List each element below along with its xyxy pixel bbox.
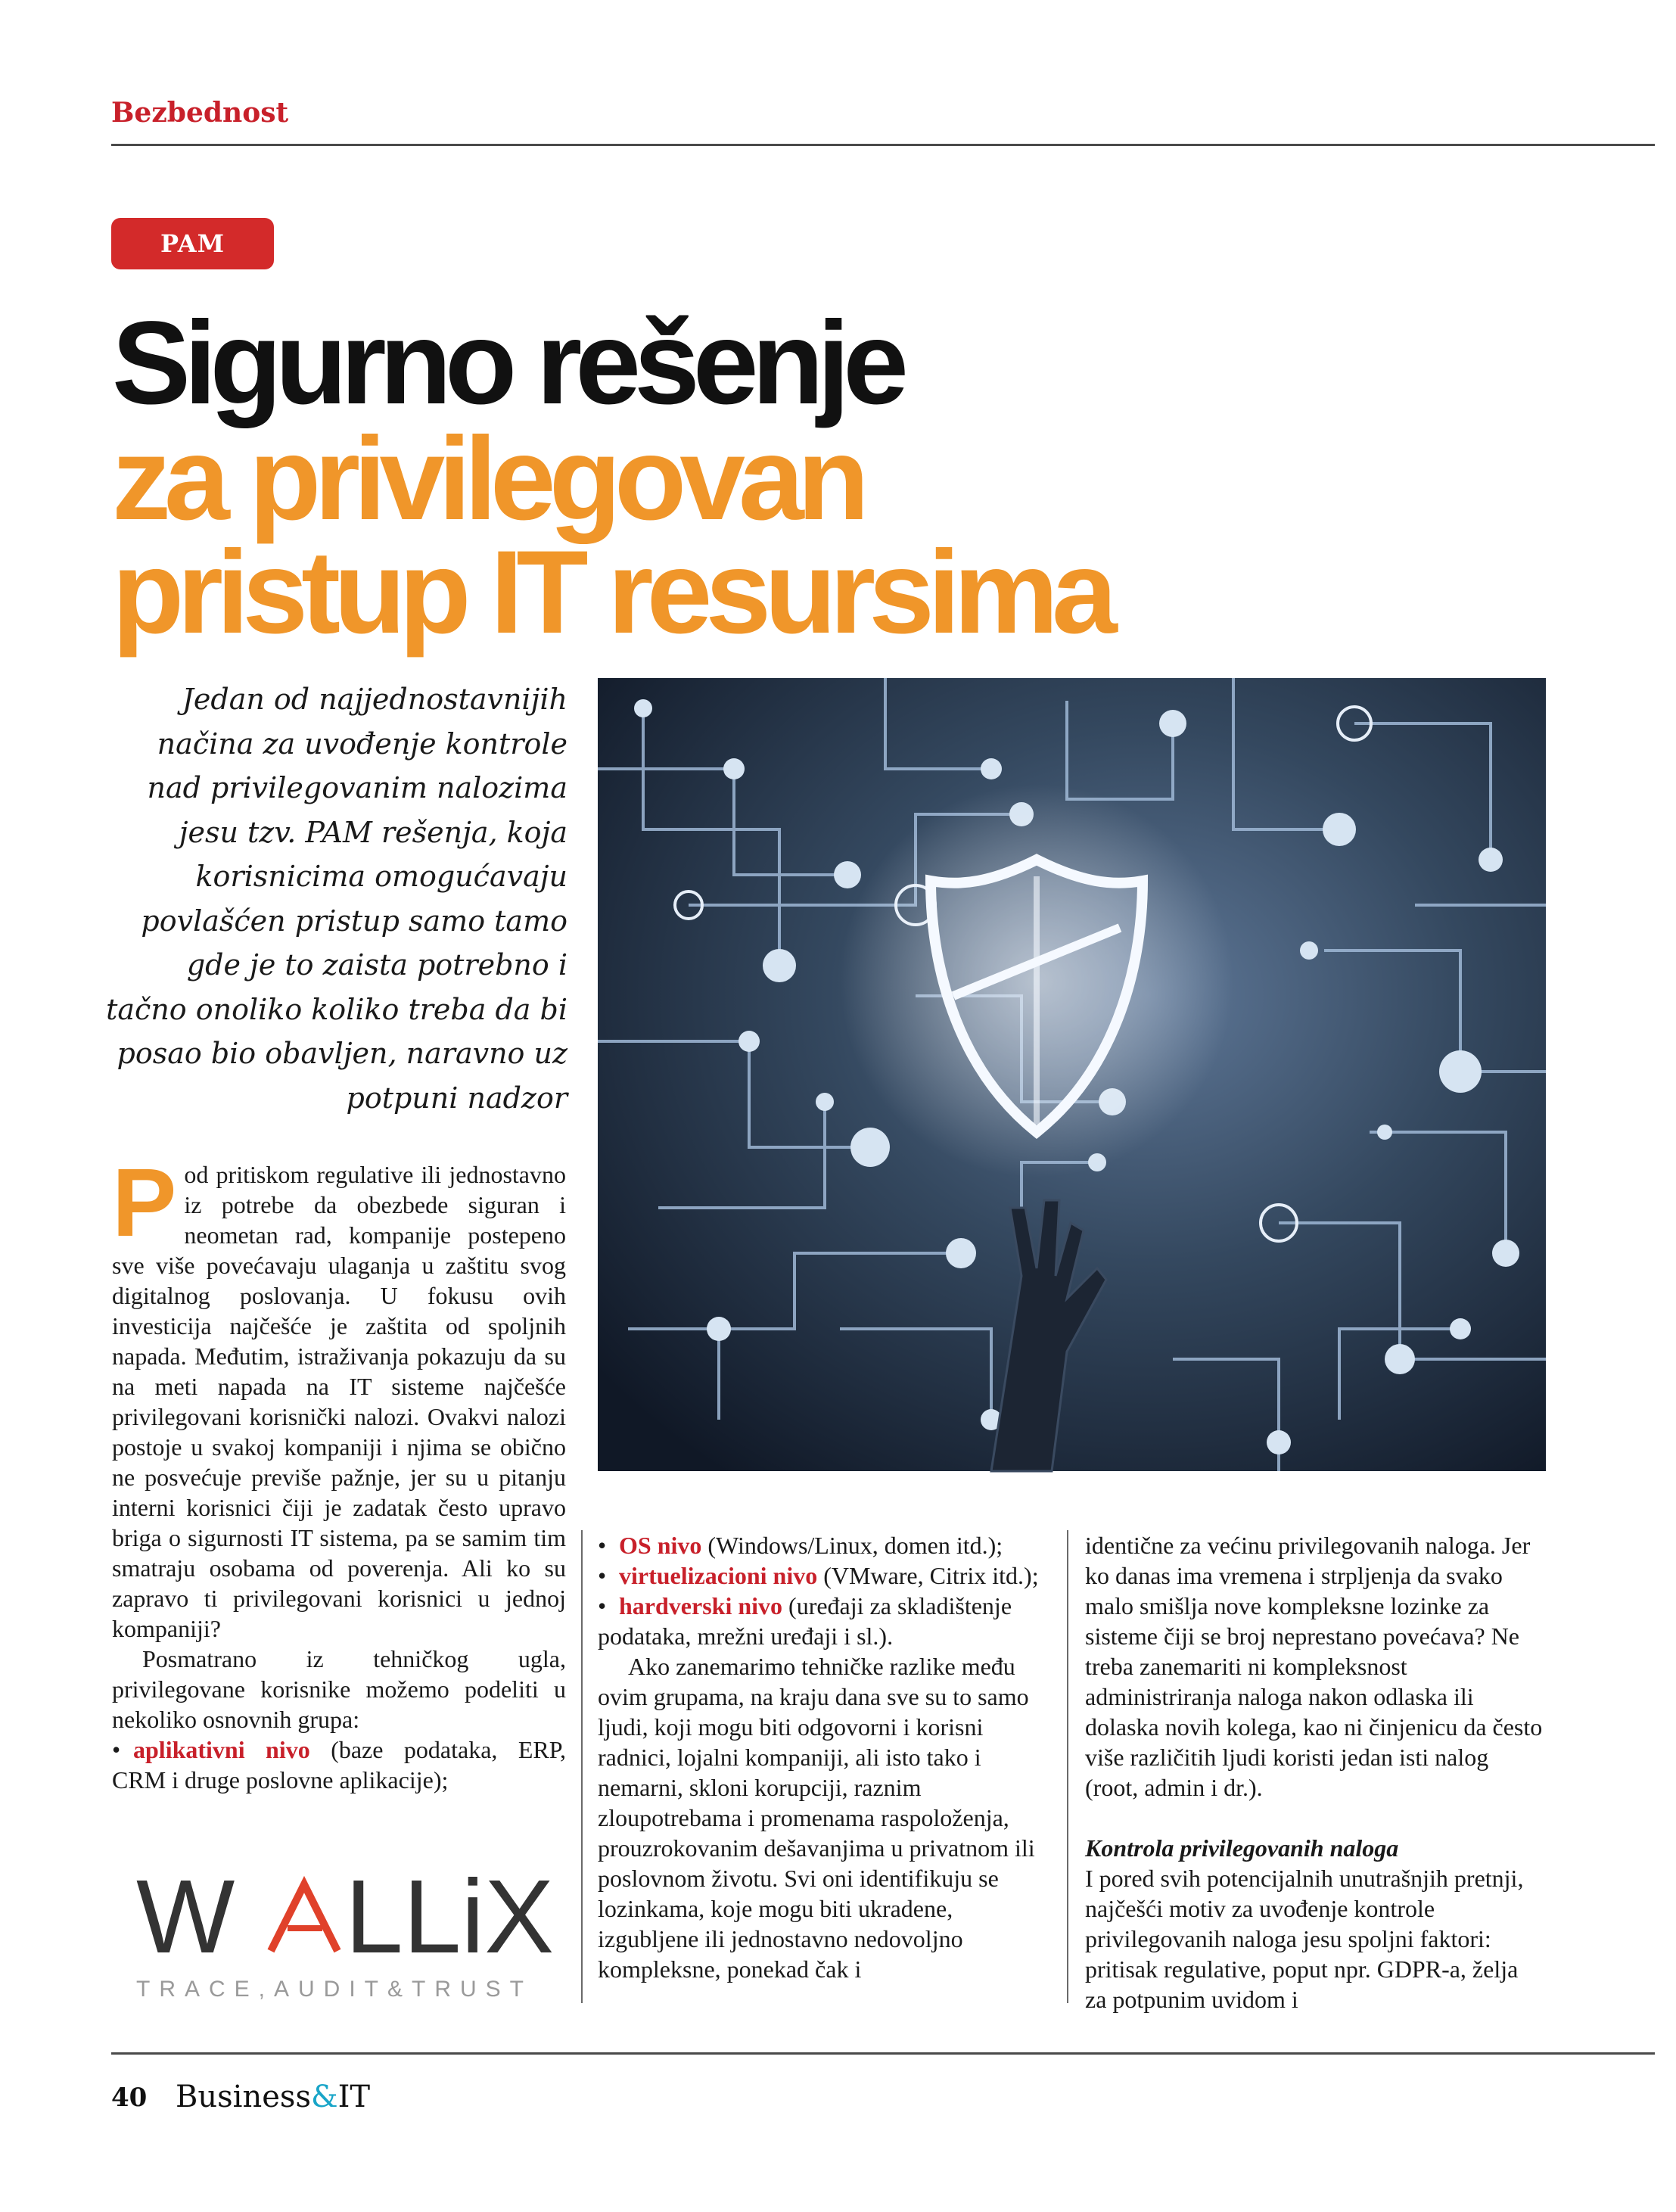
article-column-3 <box>1085 1530 1545 2014</box>
list-item-text: (baze podataka, ERP, CRM i druge poslovne aplikacije); <box>112 1736 567 1794</box>
lead-paragraph: Jedan od najjednostavnijih načina za uvođenje kontrole nad privilegovanim nalozima jesu tzv. PAM rešenja, koja korisnicima omogućavaju povlašćen pristup samo tamo gde je to zaista potrebno i tačno onoliko koliko treba da bi posao bio obavljen, naravno uz potpuni nadzor <box>106 683 567 1115</box>
wallix-logo <box>136 1859 555 2013</box>
svg-text:W: W <box>136 1859 238 1975</box>
list-item: • hardverski nivo (uređaji za skladištenje podataka, mrežni uređaji i sl.). <box>598 1592 1012 1650</box>
title-line-1: Sigurno rešenje <box>112 297 902 429</box>
hero-image <box>598 678 1546 1471</box>
section-label: Bezbednost <box>111 97 289 129</box>
article-column-2 <box>598 1530 1052 1984</box>
header-rule <box>111 144 1655 146</box>
list-item-term: virtuelizacioni nivo <box>619 1562 818 1589</box>
article-column-1 <box>112 1149 567 1795</box>
body-paragraph: identične za većinu privilegovanih naloga. Jer ko danas ima vremena i strpljenja da svako malo smišlja nove kompleksne lozinke za sisteme čiji se broj neprestano povećava? Ne treba zanemariti ni kompleksnost administriranja naloga nakon odlaska ili dolaska novih kolega, kao ni činjenicu da često više različitih ljudi koristi jedan isti nalog (root, admin i dr.). <box>1085 1532 1543 1801</box>
logo-tagline: TRACE,AUDIT&TRUST <box>136 1977 533 2002</box>
title-line-2: za privilegovan <box>112 413 863 545</box>
category-badge: PAM <box>111 218 274 269</box>
svg-text:LLiX: LLiX <box>345 1859 555 1975</box>
footer-rule <box>111 2052 1655 2055</box>
list-item: • aplikativni nivo (baze podataka, ERP, CRM i druge poslovne aplikacije); <box>112 1736 567 1794</box>
column-divider <box>1067 1530 1068 2003</box>
title-line-3: pristup IT resursima <box>112 527 1111 658</box>
column-divider <box>581 1530 583 2003</box>
list-item: • virtuelizacioni nivo (VMware, Citrix itd.); <box>598 1562 1039 1589</box>
list-item-text: (Windows/Linux, domen itd.); <box>701 1532 1003 1559</box>
body-paragraph: Posmatrano iz tehničkog ugla, privilegovane korisnike možemo podeliti u nekoliko osnovnih grupa: <box>112 1645 566 1733</box>
list-item-text: (VMware, Citrix itd.); <box>817 1562 1039 1589</box>
list-item-text: (uređaji za skladištenje podataka, mrežni uređaji i sl.). <box>598 1592 1012 1650</box>
body-paragraph: Ako zanemarimo tehničke razlike među ovim grupama, na kraju dana sve su to samo ljudi, koji mogu biti odgovorni i korisni radnici, lojalni kompaniji, ali isto tako i nemarni, skloni korupciji, raznim zloupotrebama i promenama raspoloženja, prouzrokovanim dešavanjima u privatnom ili poslovnom životu. Svi oni identifikuju se lozinkama, koje mogu biti ukradene, izgubljene ili jednostavno nedovoljno kompleksne, ponekad čak i <box>598 1653 1035 1983</box>
list-item-term: aplikativni nivo <box>133 1736 310 1763</box>
subheading: Kontrola privilegovanih naloga <box>1085 1834 1399 1862</box>
list-item-term: OS nivo <box>619 1532 702 1559</box>
list-item-term: hardverski nivo <box>619 1592 783 1619</box>
body-paragraph: od pritiskom regulative ili jednostavno iz potrebe da obezbede siguran i neometan rad, kompanije postepeno sve više povećavaju ulaganja u zaštitu svog digitalnog poslovanja. U fokusu ovih investicija najčešće je zaštita od spoljnih napada. Međutim, istraživanja pokazuju da su na meti napada na IT sisteme najčešće privilegovani korisnički nalozi. Ovakvi nalozi postoje u svakoj kompaniji i njima se obično ne posvećuje previše pažnje, jer su u pitanju interni korisnici čiji je zadatak često upravo briga o sigurnosti IT sistema, pa se samim tim smatraju osobama od poverenja. Ali ko su zapravo ti privilegovani korisnici u jednoj kompaniji? <box>112 1161 566 1642</box>
magazine-name: Business&IT <box>176 2080 371 2114</box>
page-number: 40 <box>111 2083 148 2113</box>
body-paragraph: I pored svih potencijalnih unutrašnjih pretnji, najčešći motiv za uvođenje kontrole privilegovanih naloga jesu spoljni faktori: pritisak regulative, poput npr. GDPR-a, želja za potpunim uvidom i <box>1085 1865 1524 2013</box>
drop-cap: P <box>112 1149 177 1257</box>
list-item: • OS nivo (Windows/Linux, domen itd.); <box>598 1532 1003 1559</box>
